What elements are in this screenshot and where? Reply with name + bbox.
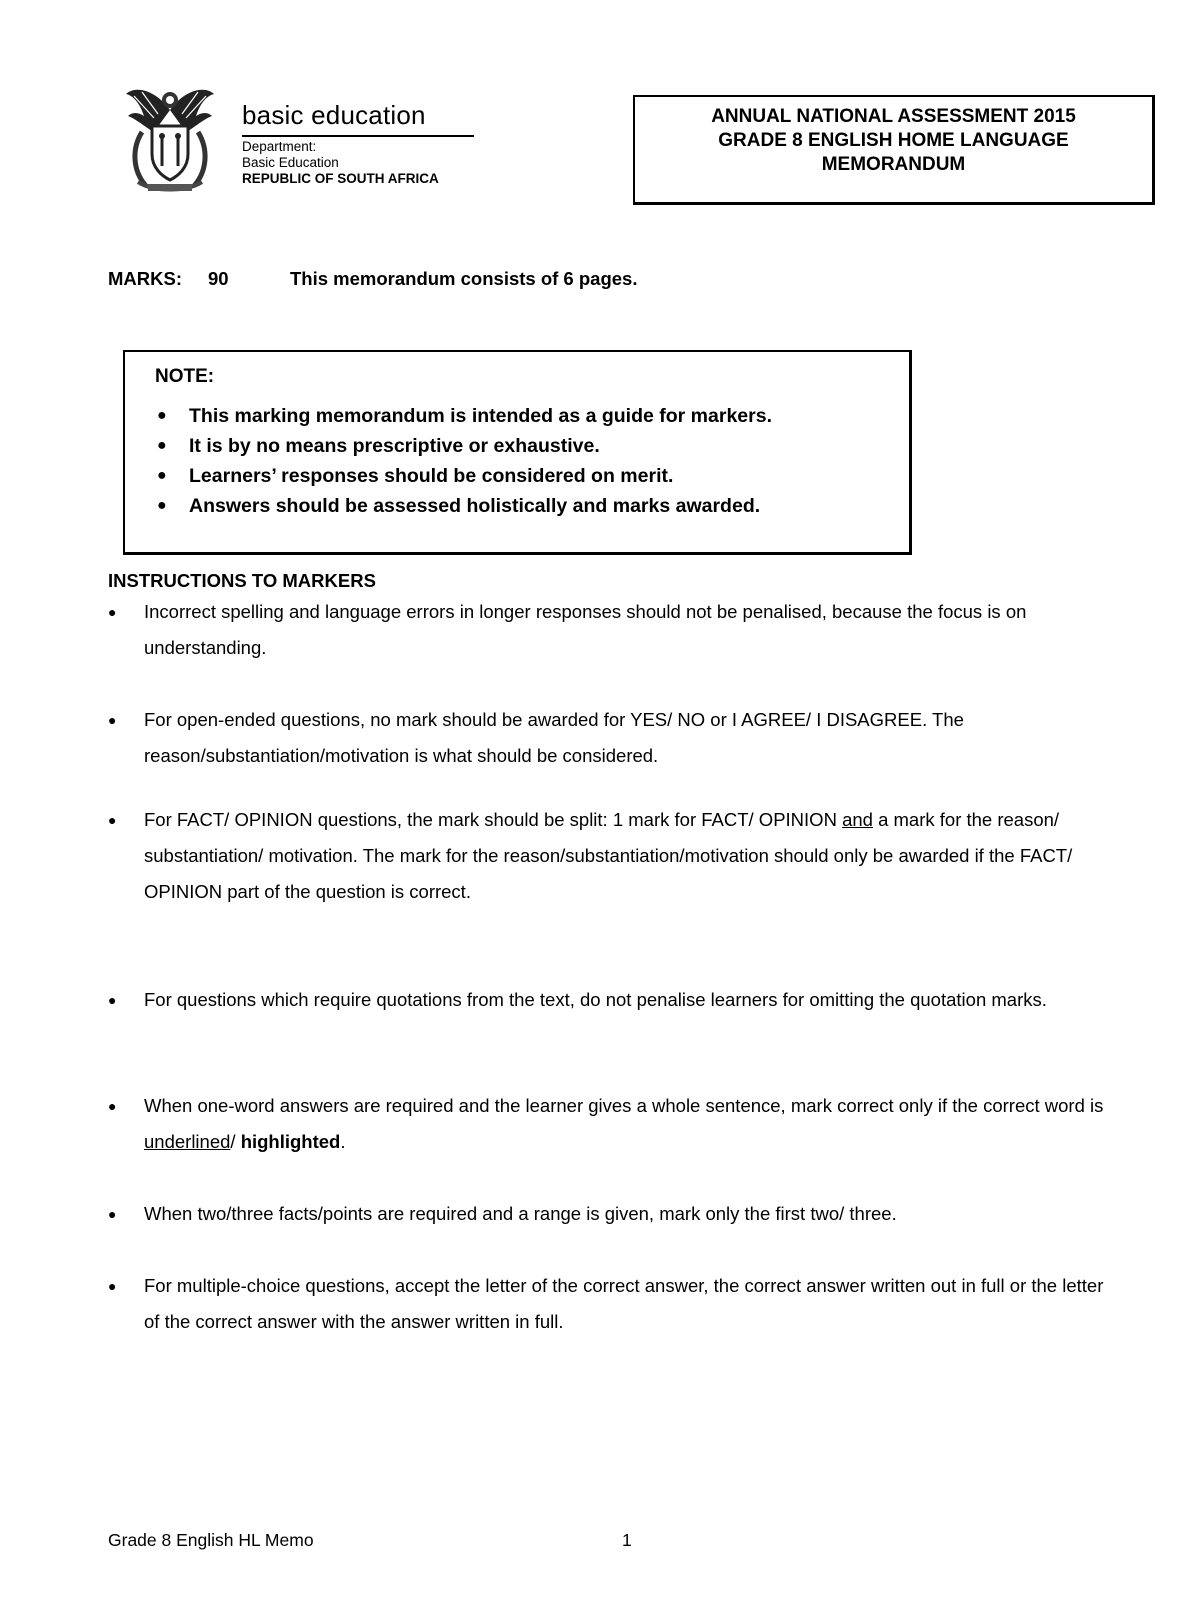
marks-row — [108, 268, 637, 290]
note-title: NOTE: — [155, 366, 215, 387]
note-item: ● Learners’ responses should be considered on merit. — [155, 461, 909, 491]
instruction-item: ● Incorrect spelling and language errors in longer responses should not be penalised, because the focus is on understanding. — [108, 594, 1108, 666]
underlined-word: underlined — [144, 1131, 231, 1152]
note-item: ● It is by no means prescriptive or exhaustive. — [155, 431, 909, 461]
note-item: ● Answers should be assessed holistically and marks awarded. — [155, 491, 909, 521]
bullet-icon: ● — [108, 812, 117, 828]
bullet-icon: ● — [157, 497, 167, 514]
instruction-item: ● For open-ended questions, no mark should be awarded for YES/ NO or I AGREE/ I DISAGREE. The reason/substantiation/motivation is what should be considered. — [108, 702, 1108, 774]
brand-divider — [242, 135, 474, 137]
instruction-item: ● For multiple-choice questions, accept the letter of the correct answer, the correct answer written out in full or the letter of the correct answer with the answer written in full. — [108, 1268, 1108, 1340]
instruction-item: ● For questions which require quotations from the text, do not penalise learners for omitting the quotation marks. — [108, 982, 1108, 1018]
instruction-item: ● When two/three facts/points are required and a range is given, mark only the first two/ three. — [108, 1196, 1108, 1232]
bullet-icon: ● — [108, 604, 117, 620]
instruction-item: ● When one-word answers are required and the learner gives a whole sentence, mark correct only if the correct word is underlined/ highlighted. — [108, 1088, 1108, 1160]
title-line-1: ANNUAL NATIONAL ASSESSMENT 2015 — [711, 106, 1076, 127]
brand-department-label: Department: — [242, 139, 317, 154]
bullet-icon: ● — [108, 1278, 117, 1294]
highlighted-word: highlighted — [240, 1131, 341, 1152]
underlined-and: and — [842, 809, 873, 830]
title-line-3: MEMORANDUM — [821, 154, 966, 175]
instruction-item: ● For FACT/ OPINION questions, the mark should be split: 1 mark for FACT/ OPINION and a mark for the reason/ substantiation/ motivation. The mark for the reason/substantiation/motivation should only be awarded if the FACT/ OPINION part of the question is correct. — [108, 802, 1108, 910]
bullet-icon: ● — [157, 437, 167, 454]
footer-title: Grade 8 English HL Memo — [108, 1530, 314, 1550]
marks-value: 90 — [208, 268, 229, 289]
bullet-icon: ● — [108, 992, 117, 1008]
title-line-2: GRADE 8 ENGLISH HOME LANGUAGE — [718, 130, 1069, 151]
note-box — [123, 350, 912, 555]
brand-country: REPUBLIC OF SOUTH AFRICA — [242, 171, 439, 186]
bullet-icon: ● — [157, 407, 167, 424]
coat-of-arms-logo — [124, 82, 216, 194]
instructions-heading: INSTRUCTIONS TO MARKERS — [108, 570, 376, 591]
marks-description: This memorandum consists of 6 pages. — [290, 268, 638, 289]
title-box — [633, 95, 1155, 205]
note-item: ● This marking memorandum is intended as a guide for markers. — [155, 401, 909, 431]
marks-label: MARKS: — [108, 268, 182, 289]
bullet-icon: ● — [108, 1098, 117, 1114]
brand-department-name: Basic Education — [242, 155, 339, 170]
brand-title: basic education — [242, 100, 426, 130]
page-number: 1 — [622, 1530, 632, 1550]
south-africa-coat-of-arms-icon — [124, 82, 216, 194]
bullet-icon: ● — [108, 1206, 117, 1222]
bullet-icon: ● — [157, 467, 167, 484]
note-list — [155, 401, 909, 521]
bullet-icon: ● — [108, 712, 117, 728]
